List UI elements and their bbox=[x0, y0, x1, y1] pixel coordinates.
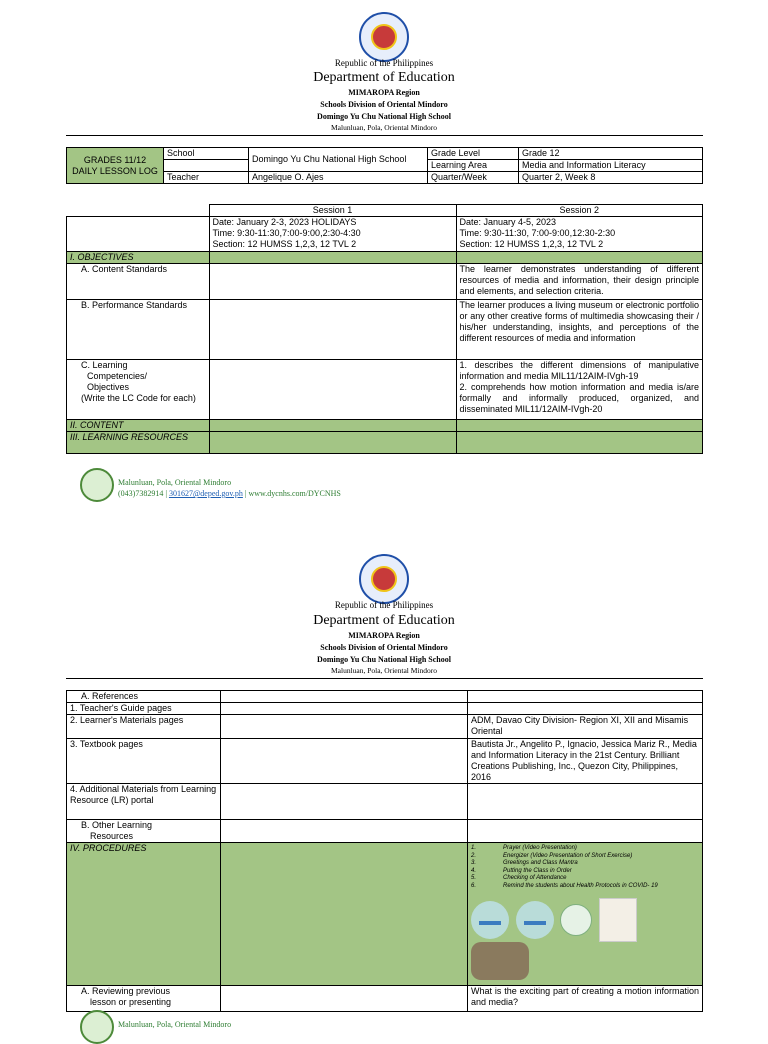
quarter-label: Quarter/Week bbox=[428, 172, 519, 184]
session-1-time: Time: 9:30-11:30,7:00-9:00,2:30-4:30 bbox=[212, 228, 361, 238]
school-label-blank bbox=[164, 160, 249, 172]
republic-text: Republic of the Philippines bbox=[334, 58, 434, 68]
school-name-text-2: Domingo Yu Chu National High School bbox=[317, 655, 451, 664]
procedures-s1 bbox=[221, 843, 468, 986]
reviewing-line-b: lesson or presenting bbox=[90, 997, 172, 1007]
grade-label: GRADES 11/12 DAILY LESSON LOG bbox=[67, 148, 164, 184]
learning-resources-heading: III. LEARNING RESOURCES bbox=[67, 432, 210, 454]
proc-item-text: Putting the Class in Order bbox=[503, 867, 572, 874]
reviewing-s1 bbox=[221, 986, 468, 1012]
procedures-s2 bbox=[468, 843, 703, 986]
session-2-title: Session 2 bbox=[456, 205, 703, 217]
tg-pages-s1 bbox=[221, 703, 468, 715]
school-logo-icon bbox=[80, 468, 114, 502]
objectives-heading: I. OBJECTIVES bbox=[67, 252, 210, 264]
footer-email-link[interactable]: 301627@deped.gov.ph bbox=[168, 489, 243, 498]
tg-pages-s2 bbox=[468, 703, 703, 715]
session-2-details bbox=[456, 217, 703, 252]
content-standards-s2: The learner demonstrates understanding of different resources of media and information, their design principle and elements, and selection criteria. bbox=[456, 264, 703, 300]
region-text-2: MIMAROPA Region bbox=[348, 631, 420, 640]
lm-pages-s2: ADM, Davao City Division- Region XI, XII and Misamis Oriental bbox=[468, 715, 703, 739]
footer-contact bbox=[118, 477, 341, 499]
content-heading: II. CONTENT bbox=[67, 420, 210, 432]
other-resources-s1 bbox=[221, 820, 468, 843]
additional-materials-s1 bbox=[221, 784, 468, 820]
performance-standards-s2: The learner produces a living museum or electronic portfolio or any other creative forms of multimedia showcasing their / his/her understanding, insights, and perceptions of the different resources of media and information bbox=[456, 300, 703, 360]
header-divider bbox=[66, 135, 703, 136]
footer-web[interactable]: | www.dycnhs.com/DYCNHS bbox=[242, 489, 341, 498]
learning-resources-s2 bbox=[456, 432, 703, 454]
lesson-table-2 bbox=[66, 690, 703, 1012]
corner-blank bbox=[67, 205, 210, 217]
textbook-pages-s2: Bautista Jr., Angelito P., Ignacio, Jessica Mariz R., Media and Information Literacy in the 21st Century. Brilliant Creations Publishing, Inc., Quezon City, Philippines, 2016 bbox=[468, 739, 703, 784]
reviewing-line-a: A. Reviewing previous bbox=[81, 986, 171, 996]
learning-area-label: Learning Area bbox=[428, 160, 519, 172]
objectives-s2 bbox=[456, 252, 703, 264]
energizer-image-icon bbox=[516, 901, 554, 939]
teacher-label: Teacher bbox=[164, 172, 249, 184]
department-title: Department of Education bbox=[313, 70, 455, 85]
address-text: Malunluan, Pola, Oriental Mindoro bbox=[330, 123, 438, 132]
performance-standards-s1 bbox=[209, 300, 456, 360]
school-name-text: Domingo Yu Chu National High School bbox=[317, 112, 451, 121]
teacher-value: Angelique O. Ajes bbox=[249, 172, 428, 184]
deped-seal-icon bbox=[359, 12, 409, 62]
competencies-line-d: (Write the LC Code for each) bbox=[81, 393, 196, 403]
classroom-photo-image-icon bbox=[471, 942, 529, 980]
proc-item: 5. Checking of Attendance bbox=[471, 875, 567, 881]
school-logo-icon-2 bbox=[80, 1010, 114, 1044]
performance-standards-text: B. Performance Standards bbox=[81, 300, 188, 310]
deped-seal-icon-2 bbox=[359, 554, 409, 604]
references-s1 bbox=[221, 691, 468, 703]
lm-pages-label: 2. Learner's Materials pages bbox=[67, 715, 221, 739]
grade-level-label: Grade Level bbox=[428, 148, 519, 160]
session-1-section: Section: 12 HUMSS 1,2,3, 12 TVL 2 bbox=[212, 239, 357, 249]
other-resources-s2 bbox=[468, 820, 703, 843]
info-table bbox=[66, 147, 703, 184]
lesson-table-1 bbox=[66, 204, 703, 454]
competencies-label bbox=[67, 360, 210, 420]
reviewing-s2: What is the exciting part of creating a motion information and media? bbox=[468, 986, 703, 1012]
keep-clean-image-icon bbox=[560, 904, 592, 936]
proc-item: 3. Greetings and Class Mantra bbox=[471, 860, 578, 866]
other-resources-line-b: Resources bbox=[90, 831, 134, 841]
lm-pages-s1 bbox=[221, 715, 468, 739]
proc-item: 6. Remind the students about Health Protocols in COVID- 19 bbox=[471, 882, 658, 889]
proc-item: 1. Prayer (Video Presentation) bbox=[471, 845, 577, 851]
learning-area-value: Media and Information Literacy bbox=[519, 160, 703, 172]
references-s2 bbox=[468, 691, 703, 703]
proc-item: 2. Energizer (Video Presentation of Short Exercise) bbox=[471, 852, 633, 859]
tg-pages-label: 1. Teacher's Guide pages bbox=[67, 703, 221, 715]
republic-text-2: Republic of the Philippines bbox=[334, 600, 434, 610]
header-divider-2 bbox=[66, 678, 703, 679]
content-s2 bbox=[456, 420, 703, 432]
division-text-2: Schools Division of Oriental Mindoro bbox=[320, 643, 448, 652]
references-label: A. References bbox=[67, 691, 221, 703]
session-1-title: Session 1 bbox=[209, 205, 456, 217]
footer-phone: (043)7382914 | bbox=[118, 489, 169, 498]
region-text: MIMAROPA Region bbox=[348, 88, 420, 97]
textbook-pages-s1 bbox=[221, 739, 468, 784]
health-poster-image-icon bbox=[599, 898, 637, 942]
department-title-2: Department of Education bbox=[313, 613, 455, 628]
competency-2: 2. comprehends how motion information and media is/are formally and informally produced, organized, and disseminated MIL11/12AIM-IVgh-20 bbox=[459, 382, 699, 414]
additional-materials-s2 bbox=[468, 784, 703, 820]
proc-item-text: Greetings and Class Mantra bbox=[503, 860, 578, 866]
school-label: School bbox=[164, 148, 249, 160]
address-text-2: Malunluan, Pola, Oriental Mindoro bbox=[330, 666, 438, 675]
proc-item-text: Prayer (Video Presentation) bbox=[503, 845, 577, 851]
proc-item: 4. Putting the Class in Order bbox=[471, 867, 572, 874]
grade-level-value: Grade 12 bbox=[519, 148, 703, 160]
competencies-s2 bbox=[456, 360, 703, 420]
textbook-pages-label: 3. Textbook pages bbox=[67, 739, 221, 784]
session-1-date: Date: January 2-3, 2023 HOLIDAYS bbox=[212, 217, 357, 227]
competencies-line-c: Objectives bbox=[87, 382, 130, 392]
division-text: Schools Division of Oriental Mindoro bbox=[320, 100, 448, 109]
prayer-image-icon bbox=[471, 901, 509, 939]
competency-1: 1. describes the different dimensions of manipulative information and media MIL11/12AIM-IVgh-19 bbox=[459, 360, 699, 381]
sessions-blank bbox=[67, 217, 210, 252]
session-2-date: Date: January 4-5, 2023 bbox=[459, 217, 557, 227]
procedure-images bbox=[471, 898, 699, 942]
content-s1 bbox=[209, 420, 456, 432]
session-2-time: Time: 9:30-11:30, 7:00-9:00,12:30-2:30 bbox=[459, 228, 616, 238]
other-resources-line-a: B. Other Learning bbox=[81, 820, 153, 830]
footer-address: Malunluan, Pola, Oriental Mindoro bbox=[118, 478, 232, 487]
additional-materials-label: 4. Additional Materials from Learning Resource (LR) portal bbox=[67, 784, 221, 820]
session-1-details bbox=[209, 217, 456, 252]
proc-item-text: Energizer (Video Presentation of Short Exercise) bbox=[503, 852, 633, 859]
competencies-line-a: C. Learning bbox=[81, 360, 128, 370]
footer-address-2: Malunluan, Pola, Oriental Mindoro bbox=[118, 1020, 232, 1029]
learning-resources-s1 bbox=[209, 432, 456, 454]
session-2-section: Section: 12 HUMSS 1,2,3, 12 TVL 2 bbox=[459, 239, 604, 249]
objectives-s1 bbox=[209, 252, 456, 264]
procedures-list bbox=[471, 843, 699, 890]
competencies-line-b: Competencies/ bbox=[87, 371, 148, 381]
quarter-value: Quarter 2, Week 8 bbox=[519, 172, 703, 184]
other-resources-label bbox=[67, 820, 221, 843]
procedures-heading: IV. PROCEDURES bbox=[67, 843, 221, 986]
proc-item-text: Checking of Attendance bbox=[503, 875, 567, 881]
content-standards-label: A. Content Standards bbox=[67, 264, 210, 300]
content-standards-s1 bbox=[209, 264, 456, 300]
reviewing-label bbox=[67, 986, 221, 1012]
competencies-s1 bbox=[209, 360, 456, 420]
school-value: Domingo Yu Chu National High School bbox=[249, 148, 428, 172]
performance-standards-label bbox=[67, 300, 210, 360]
proc-item-text: Remind the students about Health Protocols in COVID- 19 bbox=[503, 882, 658, 889]
